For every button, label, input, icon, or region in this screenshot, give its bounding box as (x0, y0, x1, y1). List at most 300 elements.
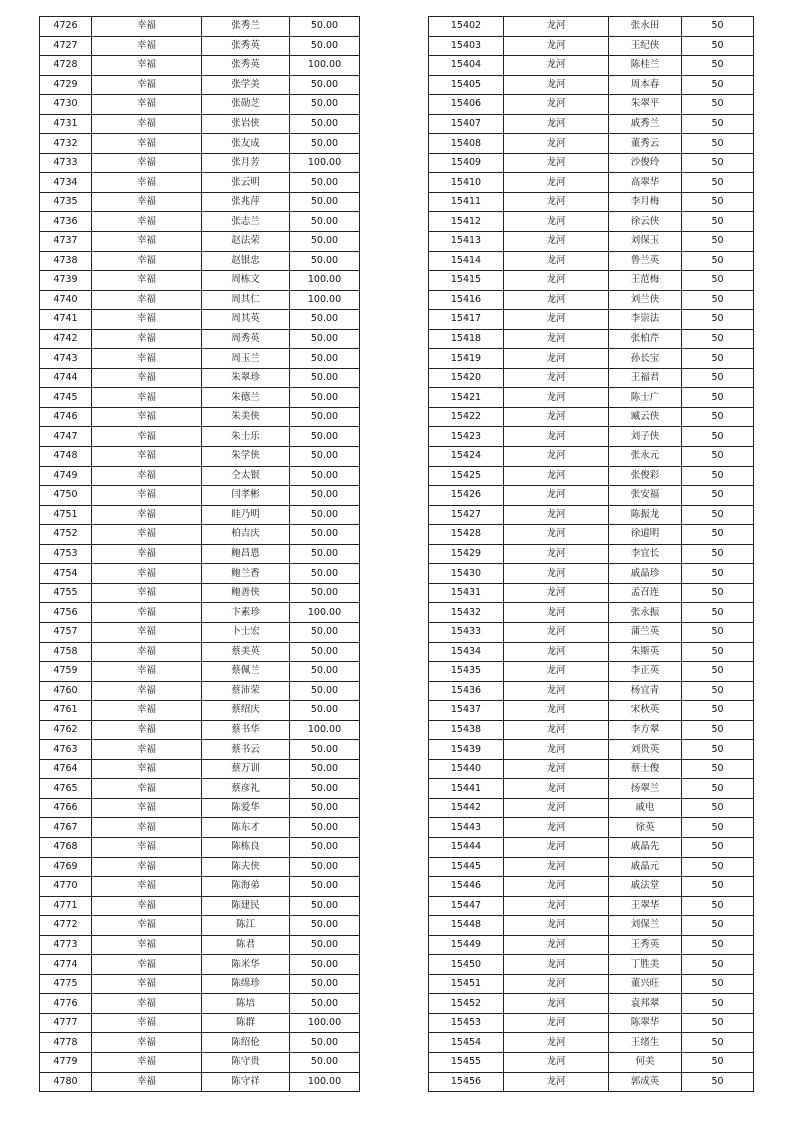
name-cell: 徐云侠 (609, 212, 682, 232)
table-row (429, 271, 754, 291)
amount-cell: 50.00 (290, 525, 360, 545)
amount-cell: 50.00 (290, 877, 360, 897)
name-cell: 何美 (609, 1052, 682, 1072)
row-number-cell: 4774 (40, 955, 92, 975)
row-number-cell: 15422 (429, 407, 504, 427)
village-cell: 幸福 (92, 212, 202, 232)
row-number-cell: 15417 (429, 310, 504, 330)
village-cell: 幸福 (92, 720, 202, 740)
amount-cell: 100.00 (290, 720, 360, 740)
amount-cell: 50.00 (290, 896, 360, 916)
table-row (40, 1013, 360, 1033)
row-number-cell: 4780 (40, 1072, 92, 1092)
village-cell: 龙河 (504, 779, 609, 799)
name-cell: 朱德兰 (202, 388, 290, 408)
amount-cell: 50.00 (290, 837, 360, 857)
name-cell: 陈海弟 (202, 877, 290, 897)
amount-cell: 50.00 (290, 583, 360, 603)
table-row (429, 95, 754, 115)
name-cell: 刘保玉 (609, 232, 682, 252)
table-row (40, 720, 360, 740)
table-row (40, 368, 360, 388)
name-cell: 卞素珍 (202, 603, 290, 623)
village-cell: 幸福 (92, 447, 202, 467)
row-number-cell: 4762 (40, 720, 92, 740)
table-row (429, 1033, 754, 1053)
name-cell: 卜士宏 (202, 622, 290, 642)
amount-cell: 50 (682, 1052, 754, 1072)
table-row (429, 192, 754, 212)
row-number-cell: 4752 (40, 525, 92, 545)
village-cell: 幸福 (92, 486, 202, 506)
village-cell: 龙河 (504, 818, 609, 838)
name-cell: 周其英 (202, 310, 290, 330)
table-row (429, 818, 754, 838)
village-cell: 龙河 (504, 310, 609, 330)
row-number-cell: 4767 (40, 818, 92, 838)
village-cell: 龙河 (504, 603, 609, 623)
amount-cell: 50.00 (290, 173, 360, 193)
name-cell: 张永元 (609, 447, 682, 467)
village-cell: 龙河 (504, 720, 609, 740)
row-number-cell: 15416 (429, 290, 504, 310)
amount-cell: 50 (682, 407, 754, 427)
village-cell: 幸福 (92, 466, 202, 486)
village-cell: 幸福 (92, 114, 202, 134)
amount-cell: 100.00 (290, 56, 360, 76)
amount-cell: 50.00 (290, 642, 360, 662)
row-number-cell: 4758 (40, 642, 92, 662)
village-cell: 龙河 (504, 564, 609, 584)
table-row (40, 544, 360, 564)
village-cell: 幸福 (92, 134, 202, 154)
name-cell: 李宜长 (609, 544, 682, 564)
table-row (429, 603, 754, 623)
row-number-cell: 15453 (429, 1013, 504, 1033)
row-number-cell: 4753 (40, 544, 92, 564)
row-number-cell: 4778 (40, 1033, 92, 1053)
table-row (40, 701, 360, 721)
amount-cell: 50.00 (290, 564, 360, 584)
village-cell: 龙河 (504, 75, 609, 95)
row-number-cell: 15420 (429, 368, 504, 388)
row-number-cell: 15444 (429, 837, 504, 857)
amount-cell: 100.00 (290, 1072, 360, 1092)
table-row (429, 56, 754, 76)
name-cell: 刘贵英 (609, 740, 682, 760)
row-number-cell: 4731 (40, 114, 92, 134)
amount-cell: 50 (682, 759, 754, 779)
village-cell: 幸福 (92, 525, 202, 545)
amount-cell: 50.00 (290, 994, 360, 1014)
row-number-cell: 4742 (40, 329, 92, 349)
village-cell: 龙河 (504, 583, 609, 603)
table-row (40, 173, 360, 193)
amount-cell: 50 (682, 36, 754, 56)
row-number-cell: 15451 (429, 974, 504, 994)
name-cell: 朱翠珍 (202, 368, 290, 388)
village-cell: 龙河 (504, 466, 609, 486)
table-row (429, 779, 754, 799)
row-number-cell: 4775 (40, 974, 92, 994)
row-number-cell: 4726 (40, 17, 92, 37)
row-number-cell: 4730 (40, 95, 92, 115)
table-row (429, 153, 754, 173)
amount-cell: 50 (682, 564, 754, 584)
village-cell: 龙河 (504, 212, 609, 232)
row-number-cell: 4777 (40, 1013, 92, 1033)
table-row (429, 701, 754, 721)
name-cell: 戚晶元 (609, 857, 682, 877)
name-cell: 袁邦翠 (609, 994, 682, 1014)
village-cell: 幸福 (92, 251, 202, 271)
table-row (429, 466, 754, 486)
row-number-cell: 15456 (429, 1072, 504, 1092)
village-cell: 幸福 (92, 681, 202, 701)
table-row (429, 290, 754, 310)
table-row (40, 837, 360, 857)
row-number-cell: 4779 (40, 1052, 92, 1072)
name-cell: 朱美侠 (202, 407, 290, 427)
row-number-cell: 15447 (429, 896, 504, 916)
name-cell: 扬翠兰 (609, 779, 682, 799)
amount-cell: 50.00 (290, 388, 360, 408)
amount-cell: 50.00 (290, 36, 360, 56)
amount-cell: 50 (682, 173, 754, 193)
amount-cell: 50 (682, 603, 754, 623)
table-row (40, 1052, 360, 1072)
row-number-cell: 4728 (40, 56, 92, 76)
village-cell: 幸福 (92, 544, 202, 564)
table-row (429, 329, 754, 349)
table-row (40, 17, 360, 37)
name-cell: 蒲兰英 (609, 622, 682, 642)
village-cell: 幸福 (92, 310, 202, 330)
name-cell: 宋秋英 (609, 701, 682, 721)
village-cell: 幸福 (92, 192, 202, 212)
amount-cell: 50.00 (290, 681, 360, 701)
row-number-cell: 15455 (429, 1052, 504, 1072)
amount-cell: 50.00 (290, 857, 360, 877)
table-row (429, 583, 754, 603)
name-cell: 高翠华 (609, 173, 682, 193)
amount-cell: 100.00 (290, 603, 360, 623)
village-cell: 龙河 (504, 505, 609, 525)
row-number-cell: 15421 (429, 388, 504, 408)
table-row (40, 95, 360, 115)
amount-cell: 50 (682, 271, 754, 291)
village-cell: 龙河 (504, 701, 609, 721)
row-number-cell: 4735 (40, 192, 92, 212)
village-cell: 龙河 (504, 681, 609, 701)
row-number-cell: 15437 (429, 701, 504, 721)
table-row (40, 1033, 360, 1053)
name-cell: 张俊彩 (609, 466, 682, 486)
row-number-cell: 15434 (429, 642, 504, 662)
village-cell: 幸福 (92, 290, 202, 310)
village-cell: 幸福 (92, 349, 202, 369)
table-row (429, 896, 754, 916)
row-number-cell: 15409 (429, 153, 504, 173)
row-number-cell: 4739 (40, 271, 92, 291)
name-cell: 陈夫侠 (202, 857, 290, 877)
row-number-cell: 4759 (40, 662, 92, 682)
table-row (429, 857, 754, 877)
name-cell: 张安福 (609, 486, 682, 506)
row-number-cell: 4756 (40, 603, 92, 623)
table-row (40, 798, 360, 818)
row-number-cell: 15415 (429, 271, 504, 291)
name-cell: 周玉兰 (202, 349, 290, 369)
name-cell: 戚晶先 (609, 837, 682, 857)
name-cell: 丁胜美 (609, 955, 682, 975)
name-cell: 柏吉庆 (202, 525, 290, 545)
village-cell: 幸福 (92, 271, 202, 291)
name-cell: 陈栋良 (202, 837, 290, 857)
amount-cell: 50.00 (290, 916, 360, 936)
amount-cell: 50.00 (290, 955, 360, 975)
row-number-cell: 4746 (40, 407, 92, 427)
village-cell: 幸福 (92, 701, 202, 721)
row-number-cell: 15442 (429, 798, 504, 818)
table-row (429, 564, 754, 584)
amount-cell: 50 (682, 310, 754, 330)
table-row (40, 349, 360, 369)
name-cell: 王秀英 (609, 935, 682, 955)
amount-cell: 50 (682, 1013, 754, 1033)
row-number-cell: 4771 (40, 896, 92, 916)
table-row (429, 251, 754, 271)
table-row (40, 583, 360, 603)
table-row (40, 525, 360, 545)
village-cell: 龙河 (504, 95, 609, 115)
name-cell: 孙长宝 (609, 349, 682, 369)
village-cell: 龙河 (504, 994, 609, 1014)
row-number-cell: 15445 (429, 857, 504, 877)
amount-cell: 50.00 (290, 407, 360, 427)
village-cell: 幸福 (92, 896, 202, 916)
village-cell: 龙河 (504, 36, 609, 56)
table-row (40, 290, 360, 310)
table-row (429, 837, 754, 857)
village-cell: 幸福 (92, 17, 202, 37)
village-cell: 龙河 (504, 916, 609, 936)
village-cell: 龙河 (504, 525, 609, 545)
village-cell: 龙河 (504, 349, 609, 369)
name-cell: 张友成 (202, 134, 290, 154)
table-row (429, 173, 754, 193)
amount-cell: 50 (682, 916, 754, 936)
table-row (429, 427, 754, 447)
amount-cell: 50 (682, 779, 754, 799)
village-cell: 幸福 (92, 583, 202, 603)
village-cell: 幸福 (92, 388, 202, 408)
table-row (40, 251, 360, 271)
table-row (40, 740, 360, 760)
amount-cell: 50 (682, 701, 754, 721)
amount-cell: 50 (682, 525, 754, 545)
row-number-cell: 15410 (429, 173, 504, 193)
amount-cell: 50 (682, 134, 754, 154)
amount-cell: 50.00 (290, 798, 360, 818)
village-cell: 幸福 (92, 935, 202, 955)
name-cell: 陈振龙 (609, 505, 682, 525)
table-row (429, 525, 754, 545)
village-cell: 幸福 (92, 427, 202, 447)
row-number-cell: 15435 (429, 662, 504, 682)
table-row (429, 935, 754, 955)
name-cell: 刘兰侠 (609, 290, 682, 310)
name-cell: 蔡绍庆 (202, 701, 290, 721)
amount-cell: 50 (682, 974, 754, 994)
row-number-cell: 15430 (429, 564, 504, 584)
village-cell: 幸福 (92, 1072, 202, 1092)
table-row (40, 622, 360, 642)
village-cell: 龙河 (504, 1013, 609, 1033)
name-cell: 张兆萍 (202, 192, 290, 212)
table-row (40, 75, 360, 95)
name-cell: 蔡万训 (202, 759, 290, 779)
name-cell: 张秀英 (202, 36, 290, 56)
row-number-cell: 4768 (40, 837, 92, 857)
village-cell: 龙河 (504, 896, 609, 916)
row-number-cell: 15425 (429, 466, 504, 486)
amount-cell: 50.00 (290, 779, 360, 799)
village-cell: 龙河 (504, 486, 609, 506)
village-cell: 幸福 (92, 75, 202, 95)
amount-cell: 50.00 (290, 95, 360, 115)
row-number-cell: 4737 (40, 232, 92, 252)
table-row (40, 427, 360, 447)
village-cell: 幸福 (92, 837, 202, 857)
table-row (40, 505, 360, 525)
row-number-cell: 4763 (40, 740, 92, 760)
amount-cell: 50 (682, 681, 754, 701)
name-cell: 张学美 (202, 75, 290, 95)
left-table (39, 16, 360, 1092)
name-cell: 鲍善侠 (202, 583, 290, 603)
name-cell: 蔡彦礼 (202, 779, 290, 799)
village-cell: 幸福 (92, 329, 202, 349)
row-number-cell: 15432 (429, 603, 504, 623)
table-row (429, 740, 754, 760)
name-cell: 陈绵珍 (202, 974, 290, 994)
table-row (429, 974, 754, 994)
table-row (429, 388, 754, 408)
village-cell: 幸福 (92, 642, 202, 662)
row-number-cell: 15428 (429, 525, 504, 545)
row-number-cell: 15403 (429, 36, 504, 56)
row-number-cell: 15441 (429, 779, 504, 799)
name-cell: 王范梅 (609, 271, 682, 291)
row-number-cell: 4745 (40, 388, 92, 408)
village-cell: 幸福 (92, 916, 202, 936)
amount-cell: 50 (682, 955, 754, 975)
village-cell: 幸福 (92, 974, 202, 994)
name-cell: 陈守贵 (202, 1052, 290, 1072)
village-cell: 龙河 (504, 857, 609, 877)
row-number-cell: 4741 (40, 310, 92, 330)
name-cell: 杨宜青 (609, 681, 682, 701)
amount-cell: 50.00 (290, 192, 360, 212)
table-row (429, 622, 754, 642)
village-cell: 龙河 (504, 1052, 609, 1072)
table-row (40, 192, 360, 212)
amount-cell: 50 (682, 740, 754, 760)
name-cell: 蔡书华 (202, 720, 290, 740)
name-cell: 董秀云 (609, 134, 682, 154)
row-number-cell: 15413 (429, 232, 504, 252)
name-cell: 李月梅 (609, 192, 682, 212)
table-row (40, 994, 360, 1014)
amount-cell: 50 (682, 1072, 754, 1092)
right-table-body (429, 17, 754, 1092)
name-cell: 陈群 (202, 1013, 290, 1033)
table-row (40, 271, 360, 291)
amount-cell: 50.00 (290, 662, 360, 682)
village-cell: 龙河 (504, 447, 609, 467)
amount-cell: 50.00 (290, 1033, 360, 1053)
table-row (429, 798, 754, 818)
village-cell: 龙河 (504, 56, 609, 76)
village-cell: 幸福 (92, 1052, 202, 1072)
amount-cell: 50.00 (290, 818, 360, 838)
name-cell: 徐英 (609, 818, 682, 838)
amount-cell: 50.00 (290, 466, 360, 486)
village-cell: 龙河 (504, 1033, 609, 1053)
village-cell: 幸福 (92, 1013, 202, 1033)
village-cell: 幸福 (92, 662, 202, 682)
amount-cell: 50.00 (290, 447, 360, 467)
row-number-cell: 4736 (40, 212, 92, 232)
village-cell: 幸福 (92, 153, 202, 173)
village-cell: 龙河 (504, 134, 609, 154)
table-row (40, 134, 360, 154)
row-number-cell: 4734 (40, 173, 92, 193)
row-number-cell: 15450 (429, 955, 504, 975)
name-cell: 沙俊玲 (609, 153, 682, 173)
row-number-cell: 15446 (429, 877, 504, 897)
table-row (40, 153, 360, 173)
amount-cell: 50.00 (290, 17, 360, 37)
row-number-cell: 4743 (40, 349, 92, 369)
amount-cell: 50 (682, 837, 754, 857)
table-row (40, 642, 360, 662)
name-cell: 王绪生 (609, 1033, 682, 1053)
village-cell: 龙河 (504, 955, 609, 975)
table-row (40, 877, 360, 897)
amount-cell: 50 (682, 251, 754, 271)
amount-cell: 50 (682, 114, 754, 134)
village-cell: 幸福 (92, 622, 202, 642)
village-cell: 龙河 (504, 1072, 609, 1092)
name-cell: 张云明 (202, 173, 290, 193)
table-row (40, 955, 360, 975)
row-number-cell: 15418 (429, 329, 504, 349)
name-cell: 朱翠平 (609, 95, 682, 115)
row-number-cell: 15452 (429, 994, 504, 1014)
row-number-cell: 15414 (429, 251, 504, 271)
name-cell: 李正英 (609, 662, 682, 682)
village-cell: 龙河 (504, 271, 609, 291)
table-row (429, 486, 754, 506)
row-number-cell: 15448 (429, 916, 504, 936)
name-cell: 陈东才 (202, 818, 290, 838)
village-cell: 幸福 (92, 955, 202, 975)
amount-cell: 50.00 (290, 759, 360, 779)
row-number-cell: 15449 (429, 935, 504, 955)
table-row (429, 407, 754, 427)
